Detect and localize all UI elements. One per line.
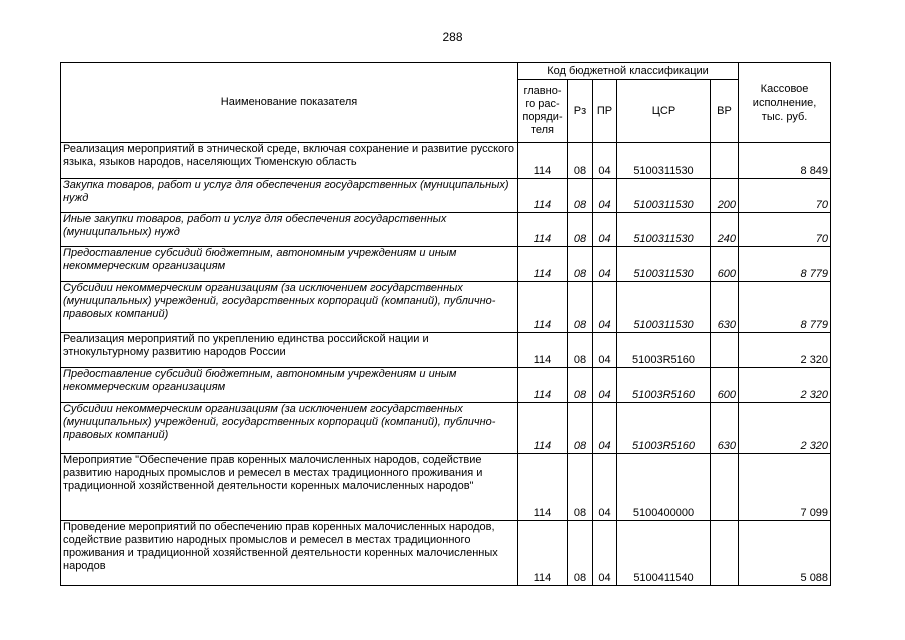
header-pr: ПР	[593, 80, 617, 143]
table-row	[61, 143, 831, 179]
table-row	[61, 247, 831, 282]
row-glav: 114	[518, 403, 568, 454]
table-row	[61, 213, 831, 247]
row-name: Реализация мероприятий в этнической среде, включая сохранение и развитие русского языка, языков народов, населяющих Тюменскую область	[61, 143, 518, 179]
row-pr: 04	[593, 247, 617, 282]
row-pr: 04	[593, 213, 617, 247]
row-csr: 5100311530	[617, 247, 711, 282]
row-csr: 51003R5160	[617, 333, 711, 368]
row-pr: 04	[593, 368, 617, 403]
row-rz: 08	[568, 213, 593, 247]
row-name: Проведение мероприятий по обеспечению прав коренных малочисленных народов, содействие развитию народных промыслов и ремесел в местах традиционного проживания и традиционной хозяйственной деятельности коренных малочисленных народов	[61, 521, 518, 586]
budget-table	[60, 62, 831, 586]
table-row	[61, 403, 831, 454]
header-budget-code-group: Код бюджетной классификации	[518, 63, 739, 80]
row-rz: 08	[568, 454, 593, 521]
row-glav: 114	[518, 247, 568, 282]
row-pr: 04	[593, 143, 617, 179]
row-pr: 04	[593, 454, 617, 521]
row-rz: 08	[568, 333, 593, 368]
row-rz: 08	[568, 368, 593, 403]
row-vr: 600	[711, 368, 739, 403]
row-vr	[711, 333, 739, 368]
row-vr: 200	[711, 179, 739, 213]
row-amount: 8 849	[739, 143, 831, 179]
table-row	[61, 454, 831, 521]
row-amount: 70	[739, 213, 831, 247]
row-name: Субсидии некоммерческим организациям (за исключением государственных (муниципальных) учреждений, государственных корпораций (компаний), публично-правовых компаний)	[61, 282, 518, 333]
row-amount: 8 779	[739, 247, 831, 282]
row-amount: 8 779	[739, 282, 831, 333]
row-pr: 04	[593, 521, 617, 586]
table-row	[61, 521, 831, 586]
row-vr	[711, 454, 739, 521]
row-name: Закупка товаров, работ и услуг для обеспечения государственных (муниципальных) нужд	[61, 179, 518, 213]
row-amount: 7 099	[739, 454, 831, 521]
row-csr: 5100400000	[617, 454, 711, 521]
row-pr: 04	[593, 282, 617, 333]
row-rz: 08	[568, 143, 593, 179]
header-name: Наименование показателя	[61, 63, 518, 143]
table-row	[61, 179, 831, 213]
row-pr: 04	[593, 333, 617, 368]
row-name: Мероприятие "Обеспечение прав коренных малочисленных народов, содействие развитию народных промыслов и ремесел в местах традиционного проживания и традиционной хозяйственной деятельности коренных малочисленных народов"	[61, 454, 518, 521]
table-body	[61, 143, 831, 586]
row-name: Реализация мероприятий по укреплению единства российской нации и этнокультурному развитию народов России	[61, 333, 518, 368]
table-header	[61, 63, 831, 143]
row-csr: 5100311530	[617, 213, 711, 247]
row-name: Субсидии некоммерческим организациям (за исключением государственных (муниципальных) учреждений, государственных корпораций (компаний), публично-правовых компаний)	[61, 403, 518, 454]
row-csr: 5100311530	[617, 143, 711, 179]
header-rz: Рз	[568, 80, 593, 143]
row-amount: 70	[739, 179, 831, 213]
row-vr: 240	[711, 213, 739, 247]
row-csr: 51003R5160	[617, 368, 711, 403]
row-glav: 114	[518, 333, 568, 368]
row-rz: 08	[568, 282, 593, 333]
header-csr: ЦСР	[617, 80, 711, 143]
row-csr: 5100311530	[617, 282, 711, 333]
row-rz: 08	[568, 179, 593, 213]
row-csr: 5100411540	[617, 521, 711, 586]
row-name: Предоставление субсидий бюджетным, автономным учреждениям и иным некоммерческим организациям	[61, 368, 518, 403]
row-vr: 630	[711, 282, 739, 333]
row-pr: 04	[593, 179, 617, 213]
row-amount: 5 088	[739, 521, 831, 586]
row-pr: 04	[593, 403, 617, 454]
row-glav: 114	[518, 143, 568, 179]
row-name: Иные закупки товаров, работ и услуг для обеспечения государственных (муниципальных) нужд	[61, 213, 518, 247]
row-amount: 2 320	[739, 333, 831, 368]
row-csr: 51003R5160	[617, 403, 711, 454]
row-vr: 630	[711, 403, 739, 454]
row-csr: 5100311530	[617, 179, 711, 213]
page-number: 288	[442, 30, 463, 44]
row-vr	[711, 521, 739, 586]
row-vr	[711, 143, 739, 179]
row-glav: 114	[518, 179, 568, 213]
table-row	[61, 368, 831, 403]
table-row	[61, 333, 831, 368]
table-row	[61, 282, 831, 333]
header-glav: главно- го рас- поряди- теля	[518, 80, 568, 143]
row-glav: 114	[518, 282, 568, 333]
row-vr: 600	[711, 247, 739, 282]
row-name: Предоставление субсидий бюджетным, автономным учреждениям и иным некоммерческим организациям	[61, 247, 518, 282]
header-vr: ВР	[711, 80, 739, 143]
row-glav: 114	[518, 454, 568, 521]
header-amount: Кассовое исполнение, тыс. руб.	[739, 63, 831, 143]
row-rz: 08	[568, 521, 593, 586]
row-glav: 114	[518, 213, 568, 247]
row-glav: 114	[518, 521, 568, 586]
row-amount: 2 320	[739, 368, 831, 403]
row-glav: 114	[518, 368, 568, 403]
row-amount: 2 320	[739, 403, 831, 454]
row-rz: 08	[568, 403, 593, 454]
row-rz: 08	[568, 247, 593, 282]
